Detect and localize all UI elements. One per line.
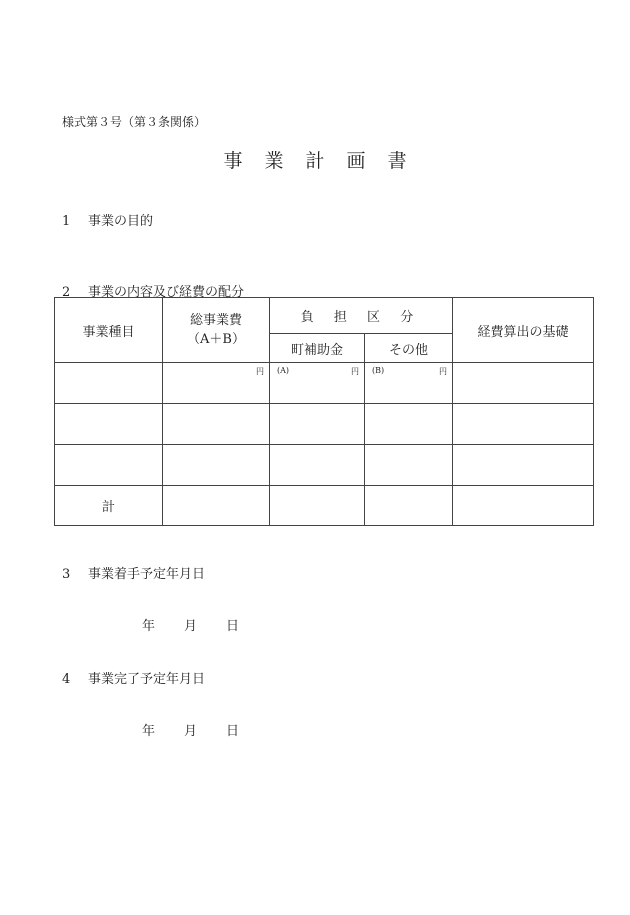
form-number: 様式第３号（第３条関係）: [62, 115, 207, 129]
section-number: 1: [62, 214, 71, 229]
town-subsidy-cell: [270, 486, 365, 526]
yen-unit: 円: [256, 367, 264, 376]
header-total-line1: 総事業費: [189, 313, 242, 328]
end-date-line: [142, 720, 239, 739]
section-number: 4: [62, 672, 71, 687]
section-3-heading: [62, 563, 205, 582]
basis-cell: [453, 445, 594, 486]
total-cell: [163, 445, 270, 486]
month-label: 月: [184, 619, 198, 634]
total-label: 計: [55, 486, 163, 526]
other-cell: [365, 486, 453, 526]
page-title: 事業計画書: [223, 150, 429, 172]
item-cell: [55, 363, 163, 404]
section-label: 事業完了予定年月日: [88, 672, 206, 687]
header-basis: 経費算出の基礎: [453, 298, 594, 363]
expense-table: [54, 297, 594, 526]
month-label: 月: [184, 724, 198, 739]
start-date-line: [142, 615, 239, 634]
table-row: [55, 445, 594, 486]
header-item: 事業種目: [55, 298, 163, 363]
table-row: [55, 404, 594, 445]
year-label: 年: [142, 619, 156, 634]
day-label: 日: [226, 619, 240, 634]
total-cell: [163, 363, 270, 404]
other-cell: [365, 363, 453, 404]
b-marker: (B): [372, 366, 385, 375]
header-town-subsidy: 町補助金: [270, 334, 365, 363]
town-subsidy-cell: [270, 363, 365, 404]
other-cell: [365, 445, 453, 486]
basis-cell: [453, 363, 594, 404]
section-number: 3: [62, 567, 71, 582]
other-cell: [365, 404, 453, 445]
yen-unit: 円: [351, 367, 359, 376]
total-cell: [163, 486, 270, 526]
item-cell: [55, 445, 163, 486]
table-row: [55, 363, 594, 404]
day-label: 日: [226, 724, 240, 739]
a-marker: (A): [277, 366, 290, 375]
basis-cell: [453, 404, 594, 445]
section-1-heading: [62, 210, 153, 229]
section-label: 事業の内容及び経費の配分: [88, 285, 245, 300]
yen-unit: 円: [439, 367, 447, 376]
header-burden: 負 担 区 分: [270, 298, 453, 334]
town-subsidy-cell: [270, 445, 365, 486]
total-row: [55, 486, 594, 526]
section-4-heading: [62, 668, 205, 687]
year-label: 年: [142, 724, 156, 739]
town-subsidy-cell: [270, 404, 365, 445]
section-number: 2: [62, 285, 71, 300]
total-cell: [163, 404, 270, 445]
section-label: 事業着手予定年月日: [88, 567, 206, 582]
section-label: 事業の目的: [88, 214, 154, 229]
header-other: その他: [365, 334, 453, 363]
header-total-line2: （A＋B）: [187, 332, 245, 347]
basis-cell: [453, 486, 594, 526]
header-total: [163, 298, 270, 363]
item-cell: [55, 404, 163, 445]
